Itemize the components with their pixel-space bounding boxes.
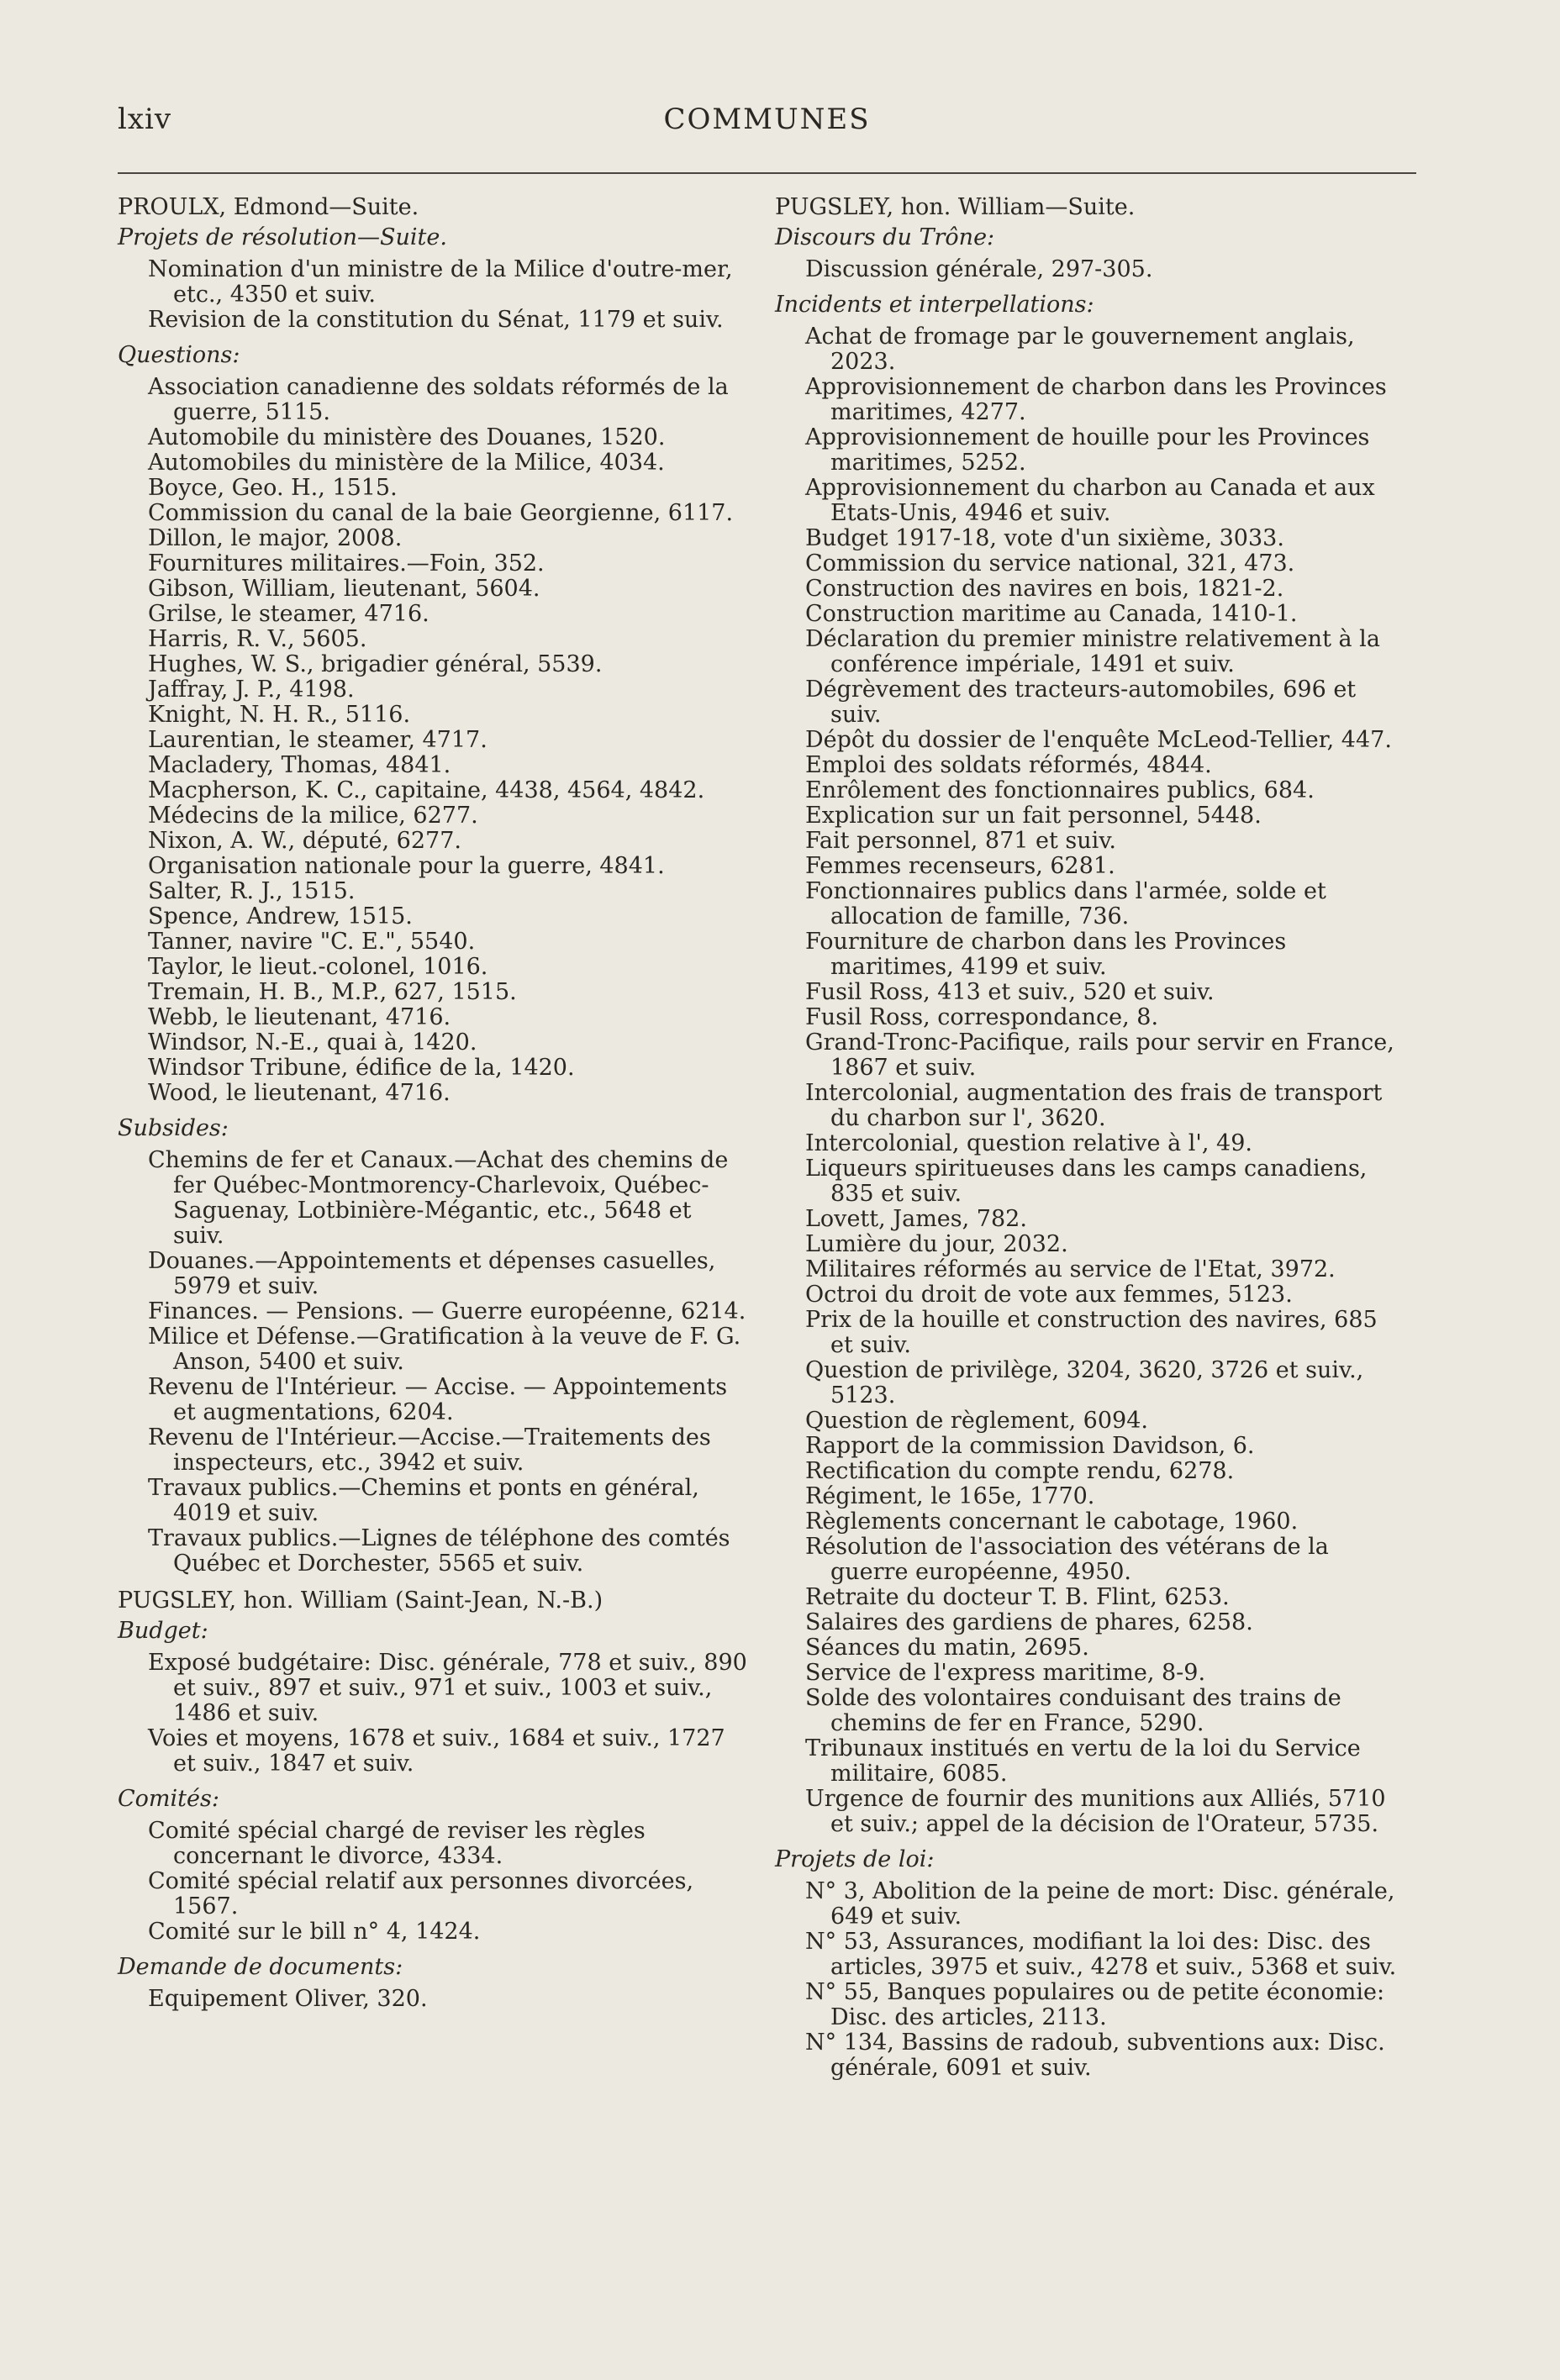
index-entry: Résolution de l'association des vétérans de la guerre européenne, 4950.: [805, 1534, 1329, 1585]
index-entry: Taylor, le lieut.-colonel, 1016.: [148, 954, 488, 980]
index-entry: Rapport de la commission Davidson, 6.: [805, 1433, 1255, 1459]
index-entry: Grilse, le steamer, 4716.: [148, 601, 430, 627]
index-entry: Comité sur le bill n° 4, 1424.: [148, 1919, 481, 1945]
index-entry: N° 134, Bassins de radoub, subventions aux: Disc. générale, 6091 et suiv.: [805, 2030, 1385, 2081]
index-entry: Hughes, W. S., brigadier général, 5539.: [148, 651, 603, 677]
entry-list: [118, 375, 748, 1106]
index-entry: Emploi des soldats réformés, 4844.: [805, 752, 1212, 778]
index-entry: Webb, le lieutenant, 4716.: [148, 1004, 451, 1030]
index-entry: Régiment, le 165e, 1770.: [805, 1483, 1095, 1509]
index-entry: Exposé budgétaire: Disc. générale, 778 et suiv., 890 et suiv., 897 et suiv., 971 et suiv., 1003 et suiv., 1486 et suiv.: [148, 1650, 747, 1726]
index-entry: N° 3, Abolition de la peine de mort: Disc. générale, 649 et suiv.: [805, 1878, 1395, 1930]
subheading: Projets de loi:: [775, 1846, 935, 1872]
index-entry: Solde des volontaires conduisant des trains de chemins de fer en France, 5290.: [805, 1685, 1341, 1736]
index-entry: Windsor Tribune, édifice de la, 1420.: [148, 1055, 575, 1081]
index-entry: Lovett, James, 782.: [805, 1206, 1027, 1232]
entry-heading: PUGSLEY, hon. William (Saint-Jean, N.-B.): [118, 1588, 603, 1614]
index-entry: Tribunaux institués en vertu de la loi du Service militaire, 6085.: [805, 1735, 1361, 1787]
index-entry: Militaires réformés au service de l'Etat, 3972.: [805, 1256, 1336, 1282]
index-entry: Spence, Andrew, 1515.: [148, 903, 413, 929]
index-entry: Equipement Oliver, 320.: [148, 1986, 428, 2012]
index-entry: Prix de la houille et construction des navires, 685 et suiv.: [805, 1307, 1378, 1358]
index-entry: Automobile du ministère des Douanes, 1520.: [148, 424, 666, 450]
index-entry: Revision de la constitution du Sénat, 1179 et suiv.: [148, 307, 724, 333]
index-entry: Femmes recenseurs, 6281.: [805, 853, 1115, 879]
index-entry: Chemins de fer et Canaux.—Achat des chemins de fer Québec-Montmorency-Charlevoix, Québec-Saguenay, Lotbinière-Mégantic, etc., 5648 et suiv.: [148, 1147, 729, 1249]
index-entry: Séances du matin, 2695.: [805, 1635, 1089, 1661]
index-entry: Nomination d'un ministre de la Milice d'outre-mer, etc., 4350 et suiv.: [148, 256, 733, 308]
index-entry: Construction maritime au Canada, 1410-1.: [805, 601, 1298, 627]
index-entry: Approvisionnement du charbon au Canada et aux Etats-Unis, 4946 et suiv.: [805, 475, 1375, 526]
entry-heading: PUGSLEY, hon. William—Suite.: [775, 194, 1136, 220]
right-column: [775, 195, 1405, 2081]
index-entry: Finances. — Pensions. — Guerre européenne, 6214.: [148, 1298, 746, 1324]
index-entry: Urgence de fournir des munitions aux Alliés, 5710 et suiv.; appel de la décision de l'Orateur, 5735.: [805, 1786, 1386, 1837]
index-entry: Tremain, H. B., M.P., 627, 1515.: [148, 979, 517, 1005]
index-entry: Jaffray, J. P., 4198.: [148, 677, 355, 703]
index-entry: Comité spécial chargé de reviser les règles concernant le divorce, 4334.: [148, 1818, 646, 1869]
running-title: COMMUNES: [663, 103, 871, 136]
index-entry: Milice et Défense.—Gratification à la veuve de F. G. Anson, 5400 et suiv.: [148, 1324, 741, 1375]
subheading: Incidents et interpellations:: [775, 292, 1094, 318]
index-entry: Approvisionnement de houille pour les Provinces maritimes, 5252.: [805, 424, 1370, 476]
index-entry: Organisation nationale pour la guerre, 4841.: [148, 853, 665, 879]
page-header: [118, 103, 1416, 145]
subheading: Budget:: [118, 1618, 208, 1644]
index-entry: Intercolonial, augmentation des frais de transport du charbon sur l', 3620.: [805, 1080, 1383, 1131]
index-entry: Association canadienne des soldats réformés de la guerre, 5115.: [148, 374, 729, 425]
index-entry: Travaux publics.—Lignes de téléphone des comtés Québec et Dorchester, 5565 et suiv.: [148, 1525, 730, 1577]
index-entry: Dégrèvement des tracteurs-automobiles, 696 et suiv.: [805, 677, 1357, 728]
index-entry: Voies et moyens, 1678 et suiv., 1684 et suiv., 1727 et suiv., 1847 et suiv.: [148, 1725, 725, 1777]
index-entry: Service de l'express maritime, 8-9.: [805, 1660, 1206, 1686]
index-entry: N° 53, Assurances, modifiant la loi des: Disc. des articles, 3975 et suiv., 4278 et suiv., 5368 et suiv.: [805, 1929, 1397, 1980]
entry-list: [118, 1987, 748, 2012]
index-entry: Commission du service national, 321, 473.: [805, 550, 1295, 577]
index-entry: Lumière du jour, 2032.: [805, 1231, 1068, 1257]
index-entry: Knight, N. H. R., 5116.: [148, 702, 411, 728]
index-entry: Achat de fromage par le gouvernement anglais, 2023.: [805, 324, 1355, 375]
index-entry: Règlements concernant le cabotage, 1960.: [805, 1509, 1299, 1535]
index-entry: Fusil Ross, 413 et suiv., 520 et suiv.: [805, 979, 1215, 1005]
entry-list: [118, 1819, 748, 1945]
index-entry: Budget 1917-18, vote d'un sixième, 3033.: [805, 525, 1284, 551]
index-entry: Laurentian, le steamer, 4717.: [148, 727, 488, 753]
index-entry: Comité spécial relatif aux personnes divorcées, 1567.: [148, 1868, 694, 1919]
index-entry: Fourniture de charbon dans les Provinces maritimes, 4199 et suiv.: [805, 929, 1287, 980]
entry-list: [775, 324, 1405, 1837]
index-entry: Enrôlement des fonctionnaires publics, 684.: [805, 777, 1315, 803]
index-entry: Wood, le lieutenant, 4716.: [148, 1080, 451, 1106]
index-entry: Approvisionnement de charbon dans les Provinces maritimes, 4277.: [805, 374, 1387, 425]
index-entry: Revenu de l'Intérieur. — Accise. — Appointements et augmentations, 6204.: [148, 1374, 728, 1425]
index-entry: Fusil Ross, correspondance, 8.: [805, 1004, 1159, 1030]
index-entry: Rectification du compte rendu, 6278.: [805, 1458, 1235, 1484]
index-entry: N° 55, Banques populaires ou de petite économie: Disc. des articles, 2113.: [805, 1979, 1385, 2030]
index-entry: Tanner, navire "C. E.", 5540.: [148, 929, 476, 955]
entry-list: [118, 1148, 748, 1577]
index-entry: Salaires des gardiens de phares, 6258.: [805, 1609, 1253, 1635]
index-entry: Nixon, A. W., député, 6277.: [148, 828, 461, 854]
index-entry: Gibson, William, lieutenant, 5604.: [148, 576, 540, 602]
index-entry: Fournitures militaires.—Foin, 352.: [148, 550, 545, 577]
index-entry: Retraite du docteur T. B. Flint, 6253.: [805, 1584, 1230, 1610]
subheading: Comités:: [118, 1786, 219, 1812]
index-entry: Octroi du droit de vote aux femmes, 5123.: [805, 1282, 1293, 1308]
index-entry: Harris, R. V., 5605.: [148, 626, 367, 652]
index-entry: Question de privilège, 3204, 3620, 3726 et suiv., 5123.: [805, 1357, 1364, 1409]
index-entry: Revenu de l'Intérieur.—Accise.—Traitements des inspecteurs, etc., 3942 et suiv.: [148, 1424, 711, 1476]
index-entry: Intercolonial, question relative à l', 49.: [805, 1130, 1252, 1156]
index-entry: Grand-Tronc-Pacifique, rails pour servir en France, 1867 et suiv.: [805, 1029, 1394, 1081]
index-entry: Fait personnel, 871 et suiv.: [805, 828, 1116, 854]
entry-list: [118, 257, 748, 333]
index-entry: Salter, R. J., 1515.: [148, 878, 356, 904]
entry-list: [118, 1651, 748, 1777]
entry-list: [775, 1879, 1405, 2081]
index-entry: Dillon, le major, 2008.: [148, 525, 403, 551]
index-entry: Explication sur un fait personnel, 5448.: [805, 803, 1262, 829]
entry-list: [775, 257, 1405, 282]
index-entry: Automobiles du ministère de la Milice, 4034.: [148, 450, 665, 476]
left-column: [118, 195, 748, 2012]
index-entry: Macladery, Thomas, 4841.: [148, 752, 451, 778]
index-entry: Windsor, N.-E., quai à, 1420.: [148, 1029, 477, 1056]
index-entry: Discussion générale, 297-305.: [805, 256, 1153, 282]
index-entry: Douanes.—Appointements et dépenses casuelles, 5979 et suiv.: [148, 1248, 716, 1299]
index-entry: Commission du canal de la baie Georgienne, 6117.: [148, 500, 734, 526]
subheading: Subsides:: [118, 1115, 229, 1141]
index-entry: Déclaration du premier ministre relativement à la conférence impériale, 1491 et suiv.: [805, 626, 1380, 677]
subheading: Questions:: [118, 342, 240, 368]
index-entry: Liqueurs spiritueuses dans les camps canadiens, 835 et suiv.: [805, 1156, 1368, 1207]
entry-heading: PROULX, Edmond—Suite.: [118, 194, 419, 220]
index-entry: Fonctionnaires publics dans l'armée, solde et allocation de famille, 736.: [805, 878, 1326, 929]
index-entry: Dépôt du dossier de l'enquête McLeod-Tellier, 447.: [805, 727, 1392, 753]
subheading: Projets de résolution—Suite.: [118, 224, 447, 250]
index-entry: Construction des navires en bois, 1821-2.: [805, 576, 1284, 602]
index-entry: Macpherson, K. C., capitaine, 4438, 4564, 4842.: [148, 777, 705, 803]
index-entry: Médecins de la milice, 6277.: [148, 803, 478, 829]
subheading: Discours du Trône:: [775, 224, 995, 250]
header-rule: [118, 172, 1416, 174]
index-entry: Boyce, Geo. H., 1515.: [148, 475, 398, 501]
subheading: Demande de documents:: [118, 1954, 403, 1980]
index-entry: Question de règlement, 6094.: [805, 1408, 1148, 1434]
page-number: lxiv: [118, 103, 172, 136]
index-entry: Travaux publics.—Chemins et ponts en général, 4019 et suiv.: [148, 1475, 699, 1526]
